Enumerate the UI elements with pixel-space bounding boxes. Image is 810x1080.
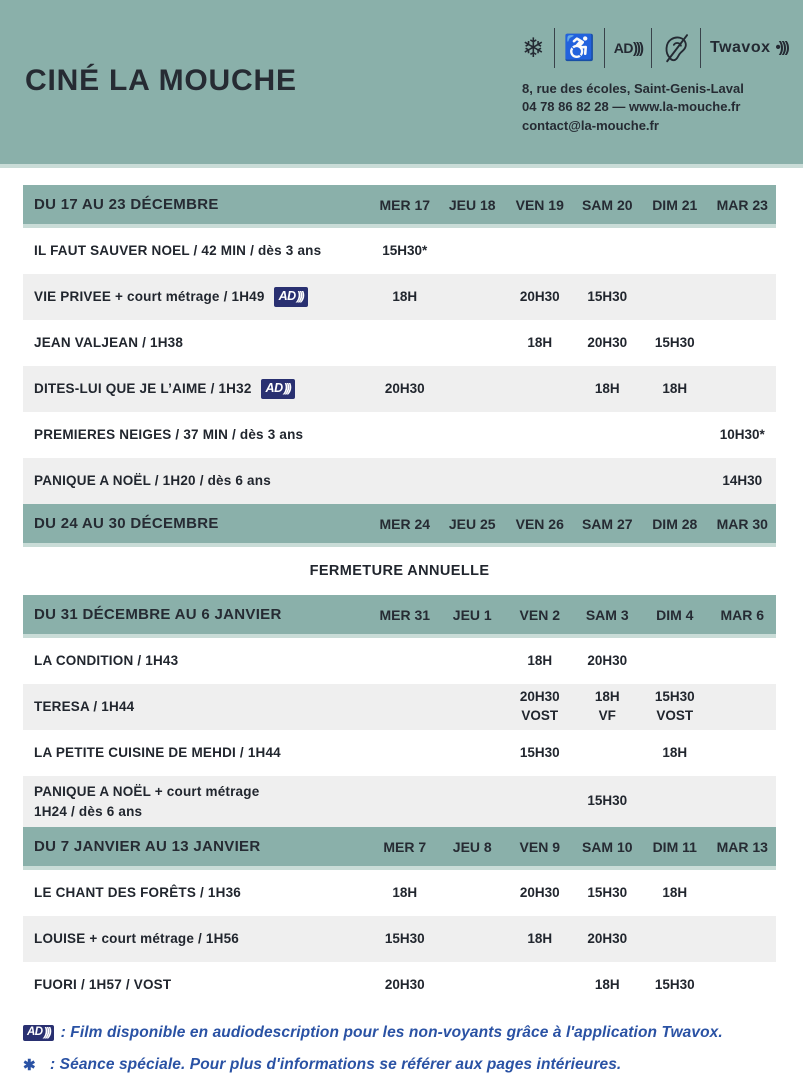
- movie-row: [23, 870, 776, 916]
- showtime-cell: [506, 652, 574, 671]
- movie-title: [34, 425, 303, 445]
- movie-title-cell: [23, 373, 371, 405]
- showtime-cell: [574, 652, 642, 671]
- showtime-cell: [506, 930, 574, 949]
- legend-audiodescription-text: : Film disponible en audiodescription pour les non-voyants grâce à l'application Twavox.: [60, 1024, 723, 1042]
- day-column-header: MER 17: [379, 196, 431, 213]
- movie-row: [23, 638, 776, 684]
- movie-row: [23, 366, 776, 412]
- movie-row: [23, 320, 776, 366]
- day-column-header: VEN 9: [519, 838, 560, 855]
- movie-title: [34, 929, 239, 949]
- movie-title: [34, 333, 183, 353]
- asterisk-icon: ✱: [23, 1057, 36, 1075]
- movie-title-cell: [23, 419, 371, 451]
- day-column-header: DIM 21: [652, 196, 698, 213]
- legend: [23, 1024, 790, 1074]
- day-column-header: MAR 30: [716, 515, 768, 532]
- showtime: 20H30: [587, 930, 628, 946]
- showtime: 15H30: [384, 930, 425, 946]
- day-column-header: VEN 2: [519, 606, 560, 623]
- movie-title-cell: [23, 969, 371, 1001]
- showtime: 18H: [527, 334, 553, 350]
- movie-row: [23, 776, 776, 827]
- showtime: 20H30: [519, 884, 560, 900]
- showtime: 18H: [662, 380, 688, 396]
- wheelchair-icon: ♿: [563, 33, 595, 62]
- movie-title: [34, 287, 265, 307]
- showtime: 15H30: [519, 744, 560, 760]
- day-column-header: JEU 1: [452, 606, 492, 623]
- section-header-bar: [23, 827, 776, 870]
- section-date-range: DU 24 AU 30 DÉCEMBRE: [34, 515, 219, 532]
- divider: [700, 28, 701, 68]
- showtime: 20H30: [519, 288, 560, 304]
- email-line: contact@la-mouche.fr: [522, 117, 659, 133]
- showtime-cell: [641, 334, 709, 353]
- day-column-header: SAM 10: [581, 838, 633, 855]
- movie-title-cell: [23, 235, 371, 267]
- movie-title-line: FUORI / 1H57 / VOST: [34, 977, 172, 993]
- cinema-title: CINÉ LA MOUCHE: [25, 64, 297, 97]
- movie-title-cell: [23, 776, 371, 827]
- showtime-cell: [709, 426, 777, 445]
- movie-row: [23, 412, 776, 458]
- contact-info: [522, 80, 790, 135]
- movie-title: [34, 782, 259, 821]
- showtime-cell: [506, 334, 574, 353]
- closure-notice-row: [23, 547, 776, 595]
- section-date-range: DU 7 JANVIER AU 13 JANVIER: [34, 838, 261, 856]
- movie-title-line: 1H24 / dès 6 ans: [34, 803, 143, 819]
- audio-description-badge-icon: [261, 379, 295, 398]
- movie-title-cell: [23, 737, 371, 769]
- divider: [604, 28, 605, 68]
- movie-title-line: PANIQUE A NOËL / 1H20 / dès 6 ans: [34, 473, 271, 489]
- movie-title-line: PANIQUE A NOËL + court métrage: [34, 784, 260, 799]
- showtime-cell: [641, 884, 709, 903]
- movie-title-cell: [23, 691, 371, 723]
- schedule: [23, 185, 776, 1008]
- showtime-cell: [574, 976, 642, 995]
- showtime-cell: [574, 288, 642, 307]
- section-header-bar: [23, 185, 776, 228]
- section-header-bar: [23, 504, 776, 547]
- movie-title: [34, 241, 321, 261]
- day-column-header: DIM 4: [656, 606, 694, 623]
- showtime-cell: [574, 380, 642, 399]
- showtime: 18H: [527, 652, 553, 668]
- showtime: 18H: [662, 884, 688, 900]
- legend-special-screening: [23, 1056, 790, 1074]
- closure-notice-text: FERMETURE ANNUELLE: [309, 563, 490, 579]
- showtime-cell: [574, 688, 642, 726]
- showtime: 10H30*: [719, 426, 765, 442]
- showtime-cell: [709, 472, 777, 491]
- showtime: 20H30: [587, 652, 628, 668]
- showtime: 20H30: [384, 380, 425, 396]
- showtime-cell: [371, 884, 439, 903]
- showtime-cell: [371, 930, 439, 949]
- ad-badge-waves: ))): [296, 288, 303, 303]
- day-column-header: JEU 8: [452, 838, 492, 855]
- movie-title-cell: [23, 877, 371, 909]
- showtime-cell: [641, 380, 709, 399]
- movie-row: [23, 916, 776, 962]
- showtime: 18H: [662, 744, 688, 760]
- showtime-cell: [506, 744, 574, 763]
- day-column-header: MAR 23: [716, 196, 768, 213]
- section-date-range: DU 31 DÉCEMBRE AU 6 JANVIER: [34, 606, 282, 623]
- ad-badge-text: AD: [265, 381, 283, 396]
- showtime: 15H30: [654, 334, 695, 350]
- legend-special-screening-text: : Séance spéciale. Pour plus d'informations se référer aux pages intérieures.: [50, 1056, 622, 1074]
- showtime-cell: [371, 976, 439, 995]
- header-contact-block: [522, 26, 790, 135]
- day-column-header: MER 31: [379, 606, 431, 623]
- showtime: 18H: [594, 380, 620, 396]
- showtime: VOST: [521, 708, 559, 723]
- movie-title-line: LOUISE + court métrage / 1H56: [34, 931, 239, 947]
- showtime: 18H: [594, 976, 620, 992]
- showtime: 20H30: [384, 976, 425, 992]
- movie-title: [34, 471, 271, 491]
- showtime-cell: [641, 688, 709, 726]
- showtime: 18H: [392, 288, 418, 304]
- movie-row: [23, 730, 776, 776]
- divider: [554, 28, 555, 68]
- movie-title-line: LE CHANT DES FORÊTS / 1H36: [34, 885, 241, 901]
- twavox-logo: Twavox •))): [710, 39, 788, 56]
- day-column-header: VEN 19: [515, 196, 564, 213]
- accessibility-icon-strip: [522, 26, 790, 70]
- section-header-bar: [23, 595, 776, 638]
- showtime: 18H: [392, 884, 418, 900]
- showtime-cell: [506, 884, 574, 903]
- day-column-header: JEU 18: [448, 196, 496, 213]
- movie-title-line: IL FAUT SAUVER NOEL / 42 MIN / dès 3 ans: [34, 243, 322, 259]
- movie-title-cell: [23, 327, 371, 359]
- movie-row: [23, 962, 776, 1008]
- movie-row: [23, 228, 776, 274]
- movie-title-line: TERESA / 1H44: [34, 699, 135, 715]
- day-column-header: MER 24: [379, 515, 431, 532]
- day-column-header: MAR 6: [720, 606, 765, 623]
- showtime-cell: [506, 288, 574, 307]
- movie-title: [34, 697, 134, 717]
- divider: [651, 28, 652, 68]
- ad-badge-text: AD: [278, 289, 296, 304]
- showtime-cell: [371, 380, 439, 399]
- day-column-header: JEU 25: [448, 515, 496, 532]
- showtime: 15H30: [587, 793, 628, 809]
- showtime-cell: [506, 688, 574, 726]
- showtime: 18H: [594, 689, 620, 705]
- movie-title-line: PREMIERES NEIGES / 37 MIN / dès 3 ans: [34, 427, 304, 443]
- movie-title: [34, 651, 178, 671]
- legend-audiodescription: [23, 1024, 790, 1042]
- day-column-header: DIM 11: [652, 838, 697, 855]
- showtime-cell: [574, 930, 642, 949]
- movie-title-line: JEAN VALJEAN / 1H38: [34, 335, 184, 351]
- movie-title: [34, 883, 241, 903]
- showtime-cell: [574, 792, 642, 811]
- movie-title: [34, 975, 171, 995]
- audio-description-icon: AD))): [613, 39, 642, 57]
- movie-title-cell: [23, 923, 371, 955]
- day-column-header: SAM 27: [581, 515, 633, 532]
- audio-description-badge-icon: [274, 287, 308, 306]
- showtime-cell: [371, 242, 439, 261]
- showtime: 15H30: [654, 689, 695, 705]
- showtime-cell: [574, 884, 642, 903]
- day-column-header: SAM 3: [585, 606, 629, 623]
- day-column-header: MER 7: [383, 838, 427, 855]
- movie-title-cell: [23, 645, 371, 677]
- day-column-header: SAM 20: [581, 196, 633, 213]
- day-column-header: VEN 26: [515, 515, 564, 532]
- showtime: 18H: [527, 930, 553, 946]
- movie-title: [34, 379, 252, 399]
- movie-title: [34, 743, 281, 763]
- showtime: 15H30: [654, 976, 695, 992]
- showtime: 15H30*: [382, 242, 428, 258]
- showtime-cell: [641, 744, 709, 763]
- movie-row: [23, 274, 776, 320]
- showtime: 20H30: [587, 334, 628, 350]
- day-column-header: MAR 13: [716, 838, 768, 855]
- audio-description-badge-icon: AD ))): [23, 1025, 54, 1042]
- movie-title-cell: [23, 281, 371, 313]
- movie-row: [23, 458, 776, 504]
- showtime: VOST: [656, 708, 694, 723]
- header-band: [0, 0, 803, 168]
- showtime: VF: [598, 708, 616, 723]
- day-column-header: DIM 28: [652, 515, 698, 532]
- showtime-cell: [371, 288, 439, 307]
- showtime: 15H30: [587, 884, 628, 900]
- movie-title-line: LA CONDITION / 1H43: [34, 653, 179, 669]
- showtime-cell: [574, 334, 642, 353]
- snowflake-icon: ❄: [522, 32, 545, 63]
- section-date-range: DU 17 AU 23 DÉCEMBRE: [34, 196, 219, 213]
- showtime: 20H30: [519, 689, 560, 705]
- hearing-impaired-icon: [661, 32, 691, 64]
- movie-title-cell: [23, 465, 371, 497]
- movie-title-line: LA PETITE CUISINE DE MEHDI / 1H44: [34, 745, 281, 761]
- phone-website-line: 04 78 86 82 28 — www.la-mouche.fr: [522, 99, 741, 115]
- showtime: 15H30: [587, 288, 628, 304]
- ad-badge-waves: ))): [283, 380, 290, 395]
- movie-title-line: DITES-LUI QUE JE L’AIME / 1H32: [34, 381, 252, 397]
- showtime-cell: [641, 976, 709, 995]
- movie-row: [23, 684, 776, 730]
- movie-title-line: VIE PRIVEE + court métrage / 1H49: [34, 289, 265, 305]
- showtime: 14H30: [722, 472, 763, 488]
- address-line: 8, rue des écoles, Saint-Genis-Laval: [522, 81, 744, 96]
